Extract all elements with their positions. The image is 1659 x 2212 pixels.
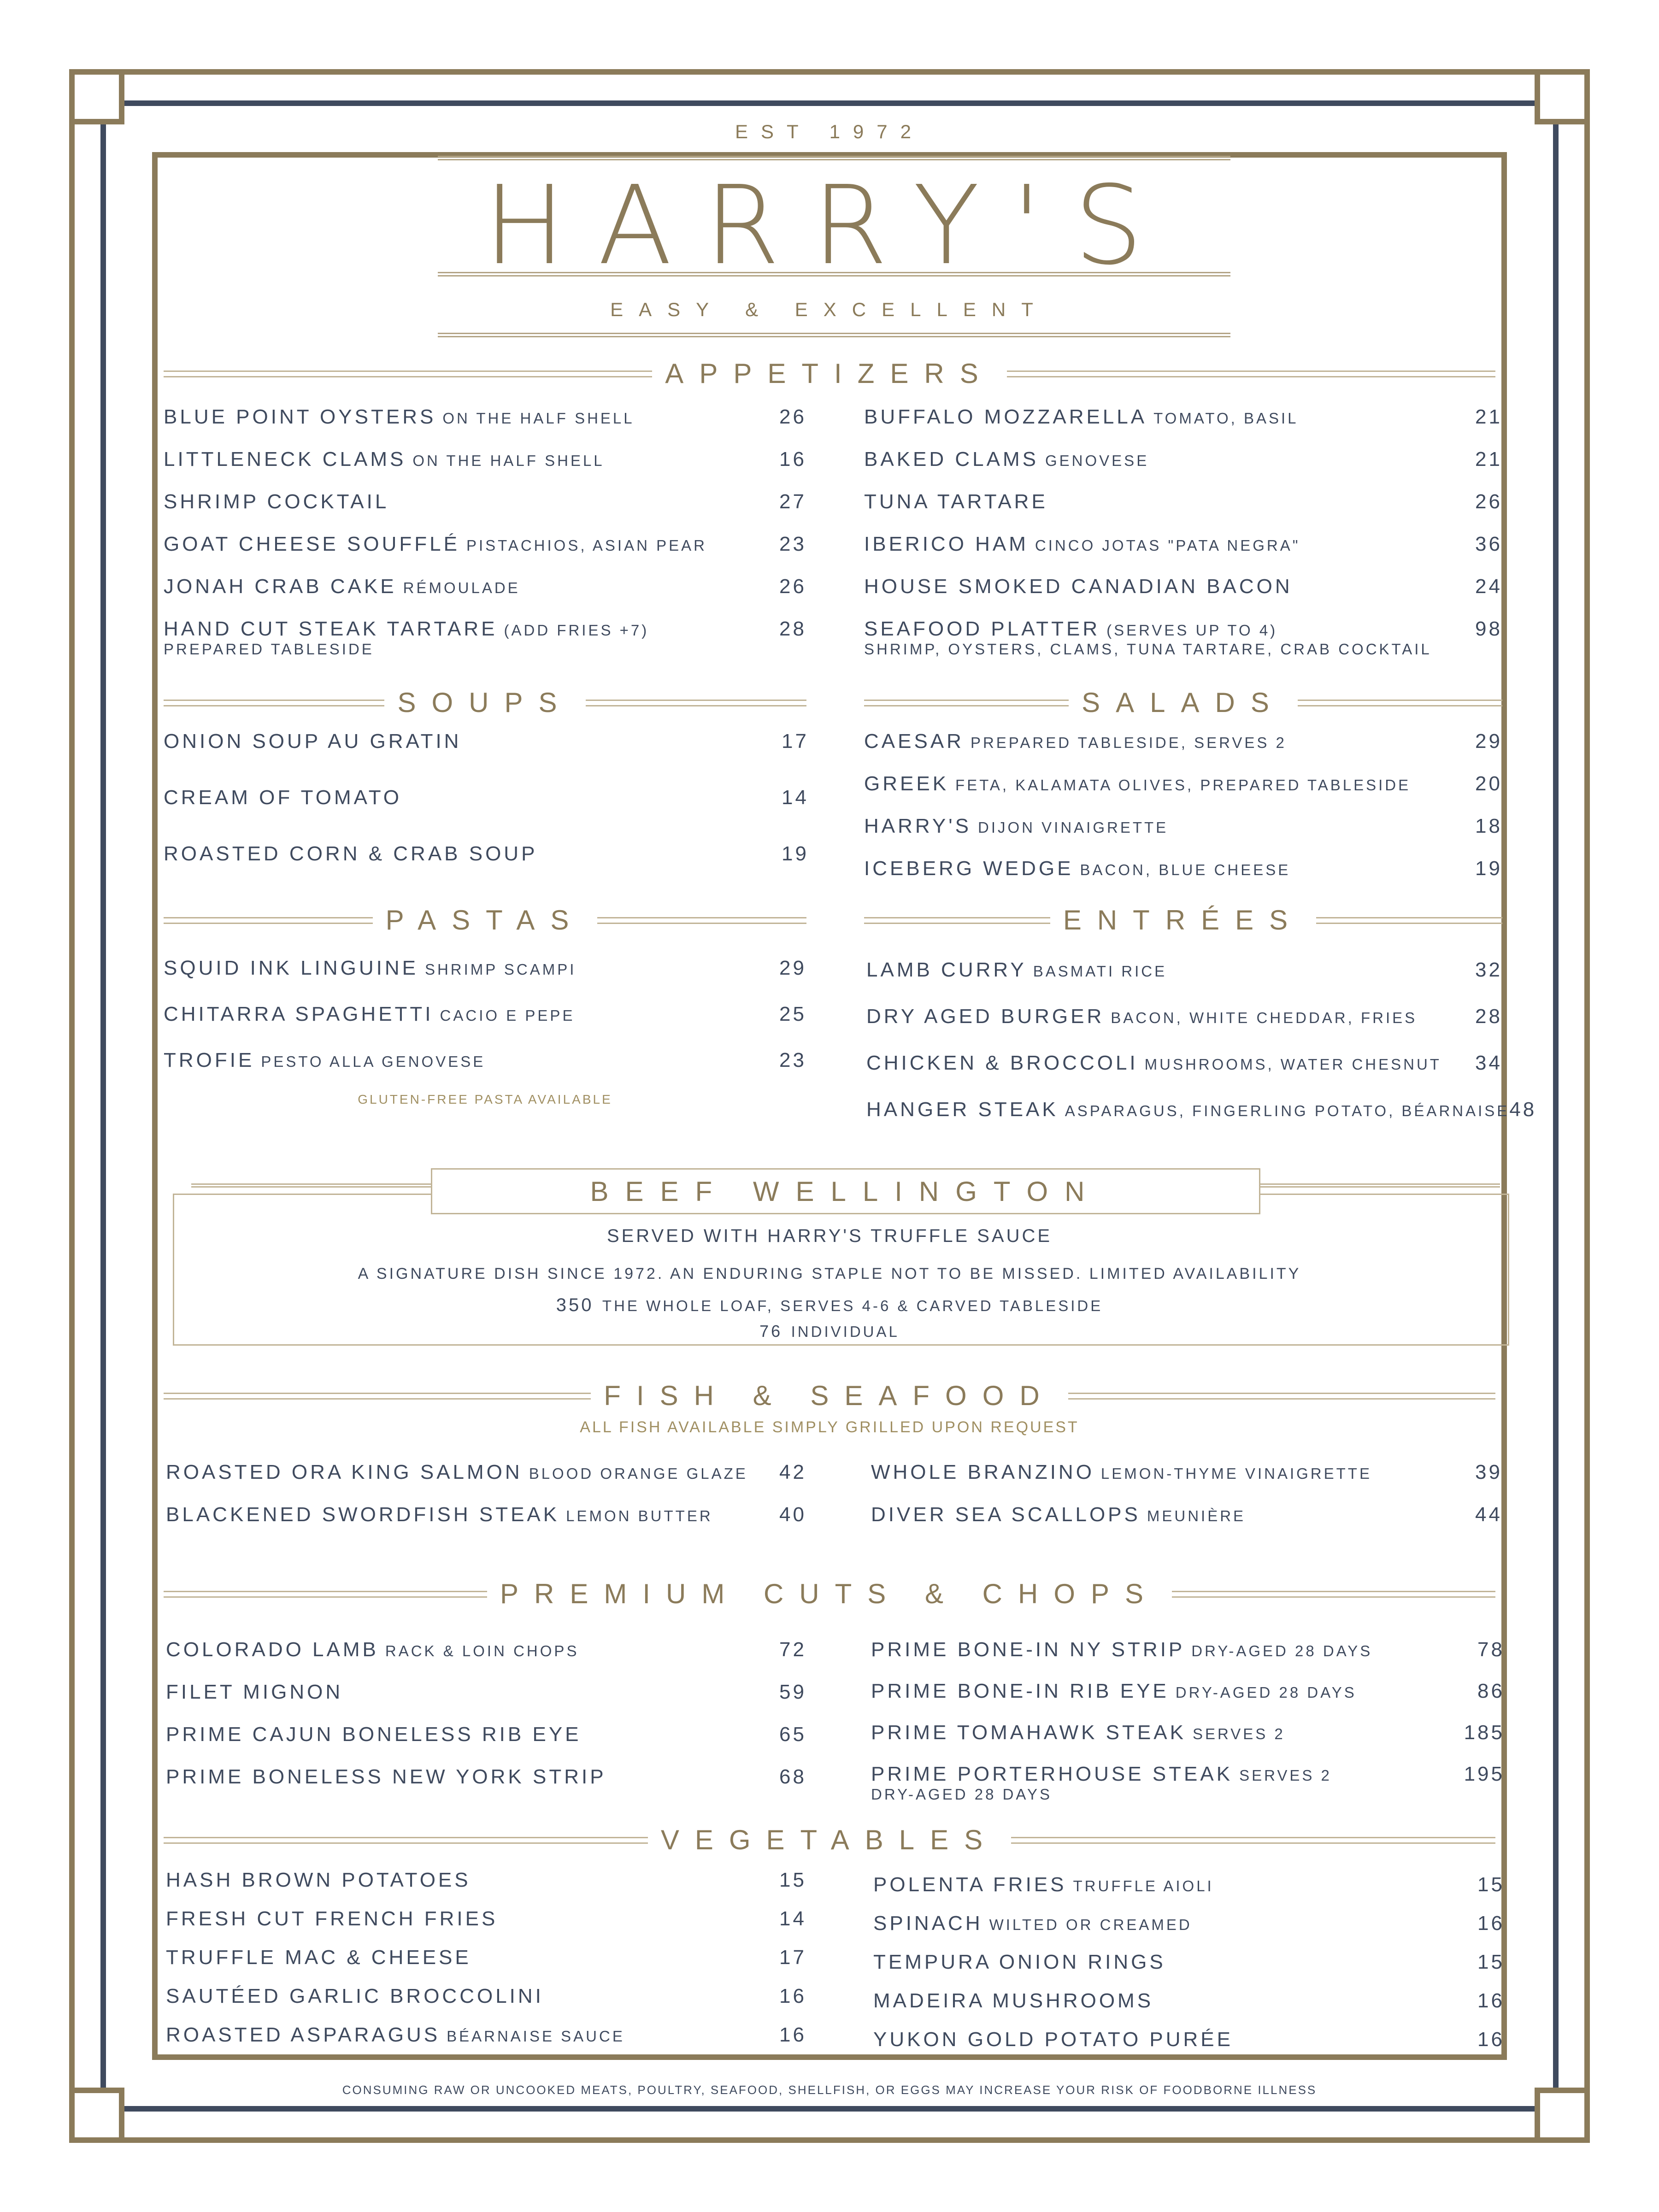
item-price: 21 — [1475, 406, 1502, 428]
item-name: POLENTA FRIES — [873, 1873, 1067, 1896]
item-name: CHITARRA SPAGHETTI — [164, 1003, 434, 1025]
vegetables-left-column — [166, 1869, 806, 2062]
vegetable-item — [166, 1985, 806, 2024]
vegetable-item — [166, 2024, 806, 2062]
fish-item — [871, 1503, 1502, 1546]
item-price: 195 — [1464, 1763, 1505, 1785]
appetizers-heading — [164, 358, 1495, 390]
item-name: TRUFFLE MAC & CHEESE — [166, 1946, 471, 1969]
item-name: TROFIE — [164, 1049, 255, 1071]
item-price: 26 — [1475, 490, 1502, 513]
item-name: HARRY'S — [864, 815, 971, 837]
item-name: FRESH CUT FRENCH FRIES — [166, 1907, 498, 1930]
item-name: COLORADO LAMB — [166, 1638, 379, 1661]
item-price: 44 — [1475, 1503, 1502, 1526]
item-name: PRIME CAJUN BONELESS RIB EYE — [166, 1723, 582, 1746]
item-name: WHOLE BRANZINO — [871, 1461, 1094, 1483]
soups-column — [164, 730, 809, 899]
item-name: ROASTED ORA KING SALMON — [166, 1461, 523, 1483]
wellington-loaf-desc: THE WHOLE LOAF, SERVES 4-6 & CARVED TABLESIDE — [602, 1297, 1103, 1314]
vegetable-item — [873, 1873, 1505, 1912]
item-description: (ADD FRIES +7) — [504, 622, 649, 639]
item-price: 19 — [1475, 857, 1502, 880]
item-price: 185 — [1464, 1721, 1505, 1744]
item-name: SEAFOOD PLATTER — [864, 618, 1100, 640]
appetizer-item — [864, 406, 1502, 448]
item-price: 28 — [1475, 1005, 1502, 1028]
item-name: JONAH CRAB CAKE — [164, 575, 397, 598]
item-description: FETA, KALAMATA OLIVES, PREPARED TABLESIDE — [955, 777, 1411, 794]
item-price: 28 — [779, 618, 806, 640]
vegetable-item — [873, 1951, 1505, 1989]
wellington-sauce: SERVED WITH HARRY'S TRUFFLE SAUCE — [606, 1226, 1053, 1246]
vegetables-title: VEGETABLES — [660, 1824, 999, 1855]
item-price: 19 — [782, 842, 809, 865]
item-subnote: PREPARED TABLESIDE — [164, 641, 374, 658]
wellington-rule-left — [191, 1183, 431, 1188]
salads-title: SALADS — [1082, 687, 1285, 718]
salad-item — [864, 772, 1502, 815]
item-description: RACK & LOIN CHOPS — [385, 1642, 579, 1659]
wellington-title: BEEF WELLINGTON — [431, 1168, 1260, 1214]
vegetables-heading — [164, 1824, 1495, 1856]
item-name: BAKED CLAMS — [864, 448, 1039, 471]
salads-column — [864, 730, 1502, 900]
entrees-column — [866, 959, 1537, 1145]
item-price: 36 — [1475, 533, 1502, 555]
appetizer-item — [164, 618, 806, 660]
soup-item — [164, 786, 809, 842]
item-price: 14 — [779, 1907, 806, 1930]
wellington-individual-desc: INDIVIDUAL — [791, 1323, 900, 1340]
item-description: GENOVESE — [1045, 452, 1149, 469]
item-description: LEMON BUTTER — [566, 1507, 713, 1524]
vegetable-item — [873, 2028, 1505, 2067]
item-name: LAMB CURRY — [866, 959, 1027, 981]
appetizer-item — [864, 575, 1502, 618]
wellington-individual-price: 76 — [759, 1322, 783, 1341]
pasta-item — [164, 957, 806, 1003]
item-name: CREAM OF TOMATO — [164, 786, 402, 809]
cuts-heading — [164, 1578, 1495, 1610]
item-name: HANGER STEAK — [866, 1098, 1059, 1121]
item-name: TEMPURA ONION RINGS — [873, 1951, 1166, 1973]
item-description: BASMATI RICE — [1033, 963, 1167, 980]
cut-item — [871, 1763, 1505, 1804]
tagline: EASY & EXCELLENT — [610, 299, 1049, 320]
item-description: CACIO E PEPE — [440, 1007, 575, 1024]
item-description: ASPARAGUS, FINGERLING POTATO, BÉARNAISE — [1065, 1102, 1510, 1119]
fish-item — [166, 1461, 806, 1503]
entree-item — [866, 959, 1502, 1005]
entrees-title: ENTRÉES — [1063, 905, 1304, 935]
cut-item — [871, 1638, 1505, 1680]
item-name: ROASTED CORN & CRAB SOUP — [164, 842, 538, 865]
item-description: PISTACHIOS, ASIAN PEAR — [466, 537, 707, 554]
item-price: 39 — [1475, 1461, 1502, 1483]
item-price: 34 — [1475, 1052, 1502, 1074]
item-name: PRIME TOMAHAWK STEAK — [871, 1721, 1186, 1744]
soups-heading — [164, 687, 806, 719]
corner-ornament-top-left — [69, 69, 124, 124]
pastas-heading — [164, 904, 806, 936]
cut-item — [166, 1723, 806, 1765]
pasta-item — [164, 1049, 806, 1095]
item-price: 78 — [1477, 1638, 1505, 1661]
item-name: BLUE POINT OYSTERS — [164, 406, 436, 428]
fish-item — [166, 1503, 806, 1546]
item-price: 65 — [779, 1723, 806, 1746]
item-price: 29 — [779, 957, 806, 979]
header-rule-middle — [438, 272, 1230, 276]
cut-item — [166, 1765, 806, 1808]
salad-item — [864, 730, 1502, 772]
vegetable-item — [166, 1869, 806, 1907]
header-rule-top — [438, 156, 1230, 160]
item-description: LEMON-THYME VINAIGRETTE — [1100, 1465, 1372, 1482]
item-price: 23 — [779, 533, 806, 555]
wellington-loaf-line — [0, 1295, 1659, 1316]
cut-item — [166, 1638, 806, 1681]
pastas-column — [164, 957, 806, 1095]
cuts-title: PREMIUM CUTS & CHOPS — [500, 1578, 1159, 1609]
soup-item — [164, 730, 809, 786]
pastas-title: PASTAS — [385, 905, 585, 935]
item-name: PRIME BONELESS NEW YORK STRIP — [166, 1765, 606, 1788]
wellington-rule-right — [1260, 1183, 1500, 1188]
item-subnote: SHRIMP, OYSTERS, CLAMS, TUNA TARTARE, CRAB COCKTAIL — [864, 641, 1432, 658]
appetizer-item — [164, 533, 806, 575]
item-name: DRY AGED BURGER — [866, 1005, 1105, 1028]
salad-item — [864, 857, 1502, 900]
item-name: CAESAR — [864, 730, 964, 753]
pasta-item — [164, 1003, 806, 1049]
appetizer-item — [864, 490, 1502, 533]
item-name: DIVER SEA SCALLOPS — [871, 1503, 1141, 1526]
item-description: RÉMOULADE — [403, 579, 520, 596]
item-price: 15 — [1477, 1873, 1505, 1896]
entree-item — [866, 1098, 1537, 1145]
item-price: 59 — [779, 1681, 806, 1703]
item-price: 16 — [1477, 1912, 1505, 1935]
item-name: ONION SOUP AU GRATIN — [164, 730, 462, 753]
item-price: 17 — [779, 1946, 806, 1969]
appetizer-item — [164, 448, 806, 490]
entrees-heading — [864, 904, 1502, 936]
appetizers-title: APPETIZERS — [665, 358, 994, 389]
appetizer-item — [164, 490, 806, 533]
item-name: PRIME BONE-IN RIB EYE — [871, 1680, 1169, 1702]
item-description: DIJON VINAIGRETTE — [977, 819, 1169, 836]
item-price: 16 — [1477, 2028, 1505, 2051]
item-description: SHRIMP SCAMPI — [424, 961, 577, 978]
salads-heading — [864, 687, 1502, 719]
item-name: ROASTED ASPARAGUS — [166, 2024, 441, 2046]
item-price: 15 — [1477, 1951, 1505, 1973]
item-name: GOAT CHEESE SOUFFLÉ — [164, 533, 460, 555]
item-name: SQUID INK LINGUINE — [164, 957, 418, 979]
item-description: PESTO ALLA GENOVESE — [261, 1053, 486, 1070]
item-name: HAND CUT STEAK TARTARE — [164, 618, 498, 640]
appetizers-right-column — [864, 406, 1502, 660]
item-name: LITTLENECK CLAMS — [164, 448, 406, 471]
item-description: CINCO JOTAS "PATA NEGRA" — [1035, 537, 1300, 554]
vegetables-right-column — [873, 1873, 1505, 2067]
fish-right-column — [871, 1461, 1502, 1546]
item-price: 40 — [779, 1503, 806, 1526]
vegetable-item — [166, 1946, 806, 1985]
item-name: SAUTÉED GARLIC BROCCOLINI — [166, 1985, 544, 2007]
corner-ornament-top-right — [1535, 69, 1590, 124]
salad-item — [864, 815, 1502, 857]
item-price: 18 — [1475, 815, 1502, 837]
item-price: 68 — [779, 1765, 806, 1788]
cuts-left-column — [166, 1638, 806, 1808]
item-price: 16 — [779, 2024, 806, 2046]
item-name: SHRIMP COCKTAIL — [164, 490, 389, 513]
item-description: BLOOD ORANGE GLAZE — [529, 1465, 748, 1482]
item-price: 15 — [779, 1869, 806, 1891]
item-description: TOMATO, BASIL — [1153, 410, 1299, 427]
gluten-free-note: GLUTEN-FREE PASTA AVAILABLE — [358, 1092, 612, 1106]
soups-title: SOUPS — [397, 687, 573, 718]
item-name: BUFFALO MOZZARELLA — [864, 406, 1147, 428]
fish-item — [871, 1461, 1502, 1503]
item-price: 29 — [1475, 730, 1502, 753]
appetizer-item — [864, 448, 1502, 490]
wellington-signature: A SIGNATURE DISH SINCE 1972. AN ENDURING STAPLE NOT TO BE MISSED. LIMITED AVAILABILITY — [358, 1265, 1301, 1282]
item-name: PRIME BONE-IN NY STRIP — [871, 1638, 1185, 1661]
item-description: SERVES 2 — [1239, 1767, 1332, 1784]
appetizer-item — [864, 533, 1502, 575]
item-price: 16 — [1477, 1989, 1505, 2012]
item-price: 26 — [779, 575, 806, 598]
item-description: PREPARED TABLESIDE, SERVES 2 — [970, 734, 1287, 751]
item-name: BLACKENED SWORDFISH STEAK — [166, 1503, 560, 1526]
item-description: DRY-AGED 28 DAYS — [1175, 1684, 1357, 1701]
item-name: IBERICO HAM — [864, 533, 1029, 555]
item-price: 24 — [1475, 575, 1502, 598]
restaurant-logo: HARRY'S — [483, 162, 1176, 289]
appetizer-item — [164, 575, 806, 618]
item-price: 72 — [779, 1638, 806, 1661]
item-name: GREEK — [864, 772, 949, 795]
item-price: 23 — [779, 1049, 806, 1071]
item-name: FILET MIGNON — [166, 1681, 343, 1703]
item-name: PRIME PORTERHOUSE STEAK — [871, 1763, 1233, 1785]
item-description: ON THE HALF SHELL — [412, 452, 605, 469]
cuts-right-column — [871, 1638, 1505, 1804]
item-price: 17 — [782, 730, 809, 753]
item-description: BACON, BLUE CHEESE — [1080, 861, 1291, 878]
vegetable-item — [873, 1989, 1505, 2028]
header-rule-bottom — [438, 333, 1230, 337]
item-name: HASH BROWN POTATOES — [166, 1869, 471, 1891]
item-price: 16 — [779, 448, 806, 471]
item-price: 25 — [779, 1003, 806, 1025]
cut-item — [871, 1721, 1505, 1763]
item-name: TUNA TARTARE — [864, 490, 1048, 513]
item-description: MUSHROOMS, WATER CHESNUT — [1144, 1056, 1441, 1073]
item-name: SPINACH — [873, 1912, 983, 1935]
item-description: SERVES 2 — [1192, 1725, 1285, 1742]
entree-item — [866, 1052, 1502, 1098]
item-name: HOUSE SMOKED CANADIAN BACON — [864, 575, 1293, 598]
item-name: CHICKEN & BROCCOLI — [866, 1052, 1138, 1074]
vegetable-item — [873, 1912, 1505, 1951]
item-description: DRY-AGED 28 DAYS — [1191, 1642, 1373, 1659]
wellington-loaf-price: 350 — [556, 1295, 594, 1315]
item-description: TRUFFLE AIOLI — [1073, 1877, 1214, 1894]
item-description: BACON, WHITE CHEDDAR, FRIES — [1111, 1009, 1418, 1026]
soup-item — [164, 842, 809, 899]
fish-grilled-note: ALL FISH AVAILABLE SIMPLY GRILLED UPON REQUEST — [580, 1418, 1079, 1436]
item-description: WILTED OR CREAMED — [989, 1916, 1192, 1933]
wellington-individual-line — [0, 1322, 1659, 1341]
appetizers-left-column — [164, 406, 806, 660]
item-description: ON THE HALF SHELL — [442, 410, 635, 427]
item-price: 48 — [1509, 1098, 1537, 1121]
appetizer-item — [864, 618, 1502, 660]
fish-title: FISH & SEAFOOD — [604, 1380, 1055, 1411]
item-price: 42 — [779, 1461, 806, 1483]
cut-item — [871, 1680, 1505, 1721]
item-price: 86 — [1477, 1680, 1505, 1702]
item-price: 32 — [1475, 959, 1502, 981]
item-price: 98 — [1475, 618, 1502, 640]
item-name: ICEBERG WEDGE — [864, 857, 1074, 880]
item-description: BÉARNAISE SAUCE — [447, 2028, 625, 2045]
item-subnote: DRY-AGED 28 DAYS — [871, 1786, 1053, 1803]
item-price: 20 — [1475, 772, 1502, 795]
item-price: 14 — [782, 786, 809, 809]
fish-heading — [164, 1380, 1495, 1412]
item-price: 16 — [779, 1985, 806, 2007]
item-name: YUKON GOLD POTATO PURÉE — [873, 2028, 1234, 2051]
item-price: 27 — [779, 490, 806, 513]
fish-left-column — [166, 1461, 806, 1546]
item-description: MEUNIÈRE — [1147, 1507, 1246, 1524]
item-price: 26 — [779, 406, 806, 428]
appetizer-item — [164, 406, 806, 448]
item-price: 21 — [1475, 448, 1502, 471]
est-label: EST 1972 — [735, 121, 924, 142]
foodborne-warning: CONSUMING RAW OR UNCOOKED MEATS, POULTRY, SEAFOOD, SHELLFISH, OR EGGS MAY INCREASE YOUR RISK OF FOODBORNE ILLNESS — [342, 2083, 1317, 2097]
item-name: MADEIRA MUSHROOMS — [873, 1989, 1154, 2012]
vegetable-item — [166, 1907, 806, 1946]
entree-item — [866, 1005, 1502, 1052]
cut-item — [166, 1681, 806, 1723]
item-description: (SERVES UP TO 4) — [1106, 622, 1278, 639]
